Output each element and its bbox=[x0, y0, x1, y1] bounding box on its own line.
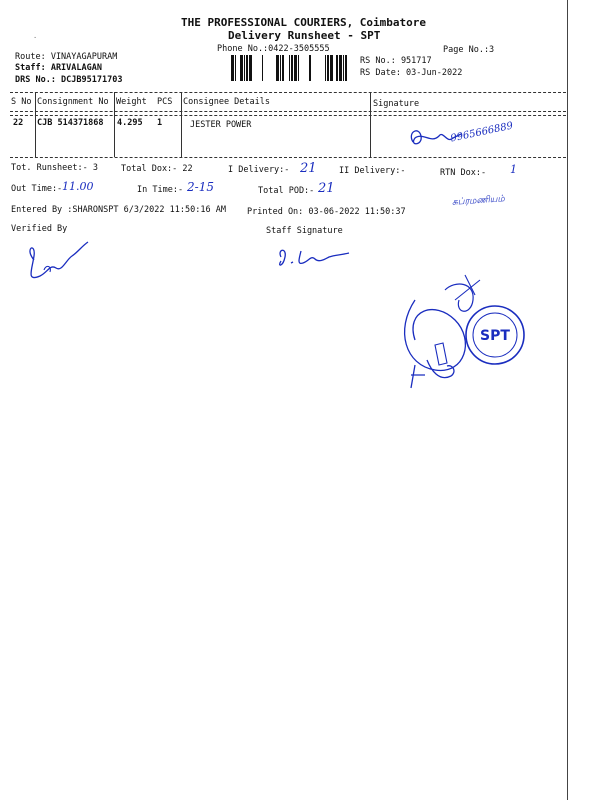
barcode-bar bbox=[280, 55, 281, 81]
col-divider bbox=[35, 92, 36, 157]
phone-number: Phone No.:0422-3505555 bbox=[217, 44, 330, 54]
entered-by: Entered By :SHARONSPT 6/3/2022 11:50:16 AM bbox=[11, 205, 226, 215]
col-header-signature: Signature bbox=[373, 99, 420, 109]
col-header-consignment: Consignment No bbox=[37, 97, 109, 107]
scan-mark: · bbox=[33, 34, 38, 42]
route: Route: VINAYAGAPURAM bbox=[15, 52, 118, 62]
barcode-bar bbox=[336, 55, 338, 81]
col-divider bbox=[114, 92, 115, 157]
col-divider bbox=[181, 92, 182, 157]
rtn-dox-value: 1 bbox=[510, 163, 517, 176]
ii-delivery-label: II Delivery:- bbox=[339, 166, 406, 176]
verified-by-signature bbox=[20, 238, 100, 288]
staff-signature-label: Staff Signature bbox=[266, 226, 343, 236]
barcode-bar bbox=[298, 55, 299, 81]
row-pcs: 1 bbox=[157, 118, 163, 128]
barcode-bar bbox=[309, 55, 311, 81]
row-weight: 4.295 bbox=[117, 118, 143, 128]
verified-by: Verified By bbox=[11, 224, 68, 234]
table-header-rule bbox=[10, 111, 566, 112]
page-number: Page No.:3 bbox=[443, 45, 495, 55]
barcode-bar bbox=[249, 55, 252, 81]
out-time-value: 11.00 bbox=[62, 180, 94, 193]
col-header-pcs: PCS bbox=[157, 97, 173, 107]
page-edge-line bbox=[567, 0, 568, 800]
total-pod-label: Total POD:- bbox=[258, 186, 315, 196]
barcode-bar bbox=[339, 55, 342, 81]
barcode-bar bbox=[327, 55, 329, 81]
tamil-remark: சுப்ரமணியம் bbox=[451, 194, 506, 208]
barcode-bar bbox=[231, 55, 234, 81]
rtn-dox-label: RTN Dox:- bbox=[440, 168, 487, 178]
barcode-bar bbox=[330, 55, 333, 81]
i-delivery-value: 21 bbox=[300, 161, 317, 176]
out-time-label: Out Time:- bbox=[11, 184, 63, 194]
rs-number: RS No.: 951717 bbox=[360, 56, 432, 66]
drs-number: DRS No.: DCJB95171703 bbox=[15, 75, 123, 85]
barcode-bar bbox=[240, 55, 243, 81]
row-sno: 22 bbox=[13, 118, 24, 128]
col-header-consignee: Consignee Details bbox=[183, 97, 270, 107]
spt-stamp-text: SPT bbox=[480, 328, 510, 344]
barcode-bar bbox=[289, 55, 290, 81]
total-dox: Total Dox:- 22 bbox=[121, 164, 193, 174]
row-signature-phone: 9965666889 bbox=[449, 120, 515, 145]
barcode-bar bbox=[235, 55, 236, 81]
barcode-bar bbox=[294, 55, 297, 81]
table-top-rule bbox=[10, 92, 566, 93]
rs-date: RS Date: 03-Jun-2022 bbox=[360, 68, 463, 78]
row-consignment: CJB 514371868 bbox=[37, 118, 104, 128]
company-name: THE PROFESSIONAL COURIERS, Coimbatore bbox=[181, 16, 427, 29]
barcode-bar bbox=[244, 55, 245, 81]
total-pod-value: 21 bbox=[318, 181, 335, 196]
staff-name: Staff: ARIVALAGAN bbox=[15, 63, 102, 73]
col-header-sno: S No bbox=[11, 97, 32, 107]
in-time-label: In Time:- bbox=[137, 185, 184, 195]
staff-signature-scribble bbox=[275, 245, 355, 275]
i-delivery-label: I Delivery:- bbox=[228, 165, 290, 175]
barcode-bar bbox=[343, 55, 344, 81]
col-divider bbox=[370, 92, 371, 157]
barcode-bar bbox=[325, 55, 326, 81]
col-header-weight: Weight bbox=[116, 97, 147, 107]
row-consignee: JESTER POWER bbox=[190, 120, 252, 130]
table-header-rule-2 bbox=[10, 115, 566, 116]
table-bottom-rule bbox=[10, 157, 566, 158]
barcode bbox=[231, 55, 359, 81]
tot-runsheet: Tot. Runsheet:- 3 bbox=[11, 163, 98, 173]
barcode-bar bbox=[246, 55, 248, 81]
barcode-bar bbox=[282, 55, 284, 81]
barcode-bar bbox=[262, 55, 263, 81]
barcode-bar bbox=[345, 55, 347, 81]
printed-on: Printed On: 03-06-2022 11:50:37 bbox=[247, 207, 406, 217]
runsheet-title: Delivery Runsheet - SPT bbox=[228, 29, 381, 42]
barcode-bar bbox=[291, 55, 293, 81]
spt-stamp bbox=[463, 303, 527, 367]
barcode-bar bbox=[276, 55, 279, 81]
in-time-value: 2-15 bbox=[187, 180, 214, 194]
